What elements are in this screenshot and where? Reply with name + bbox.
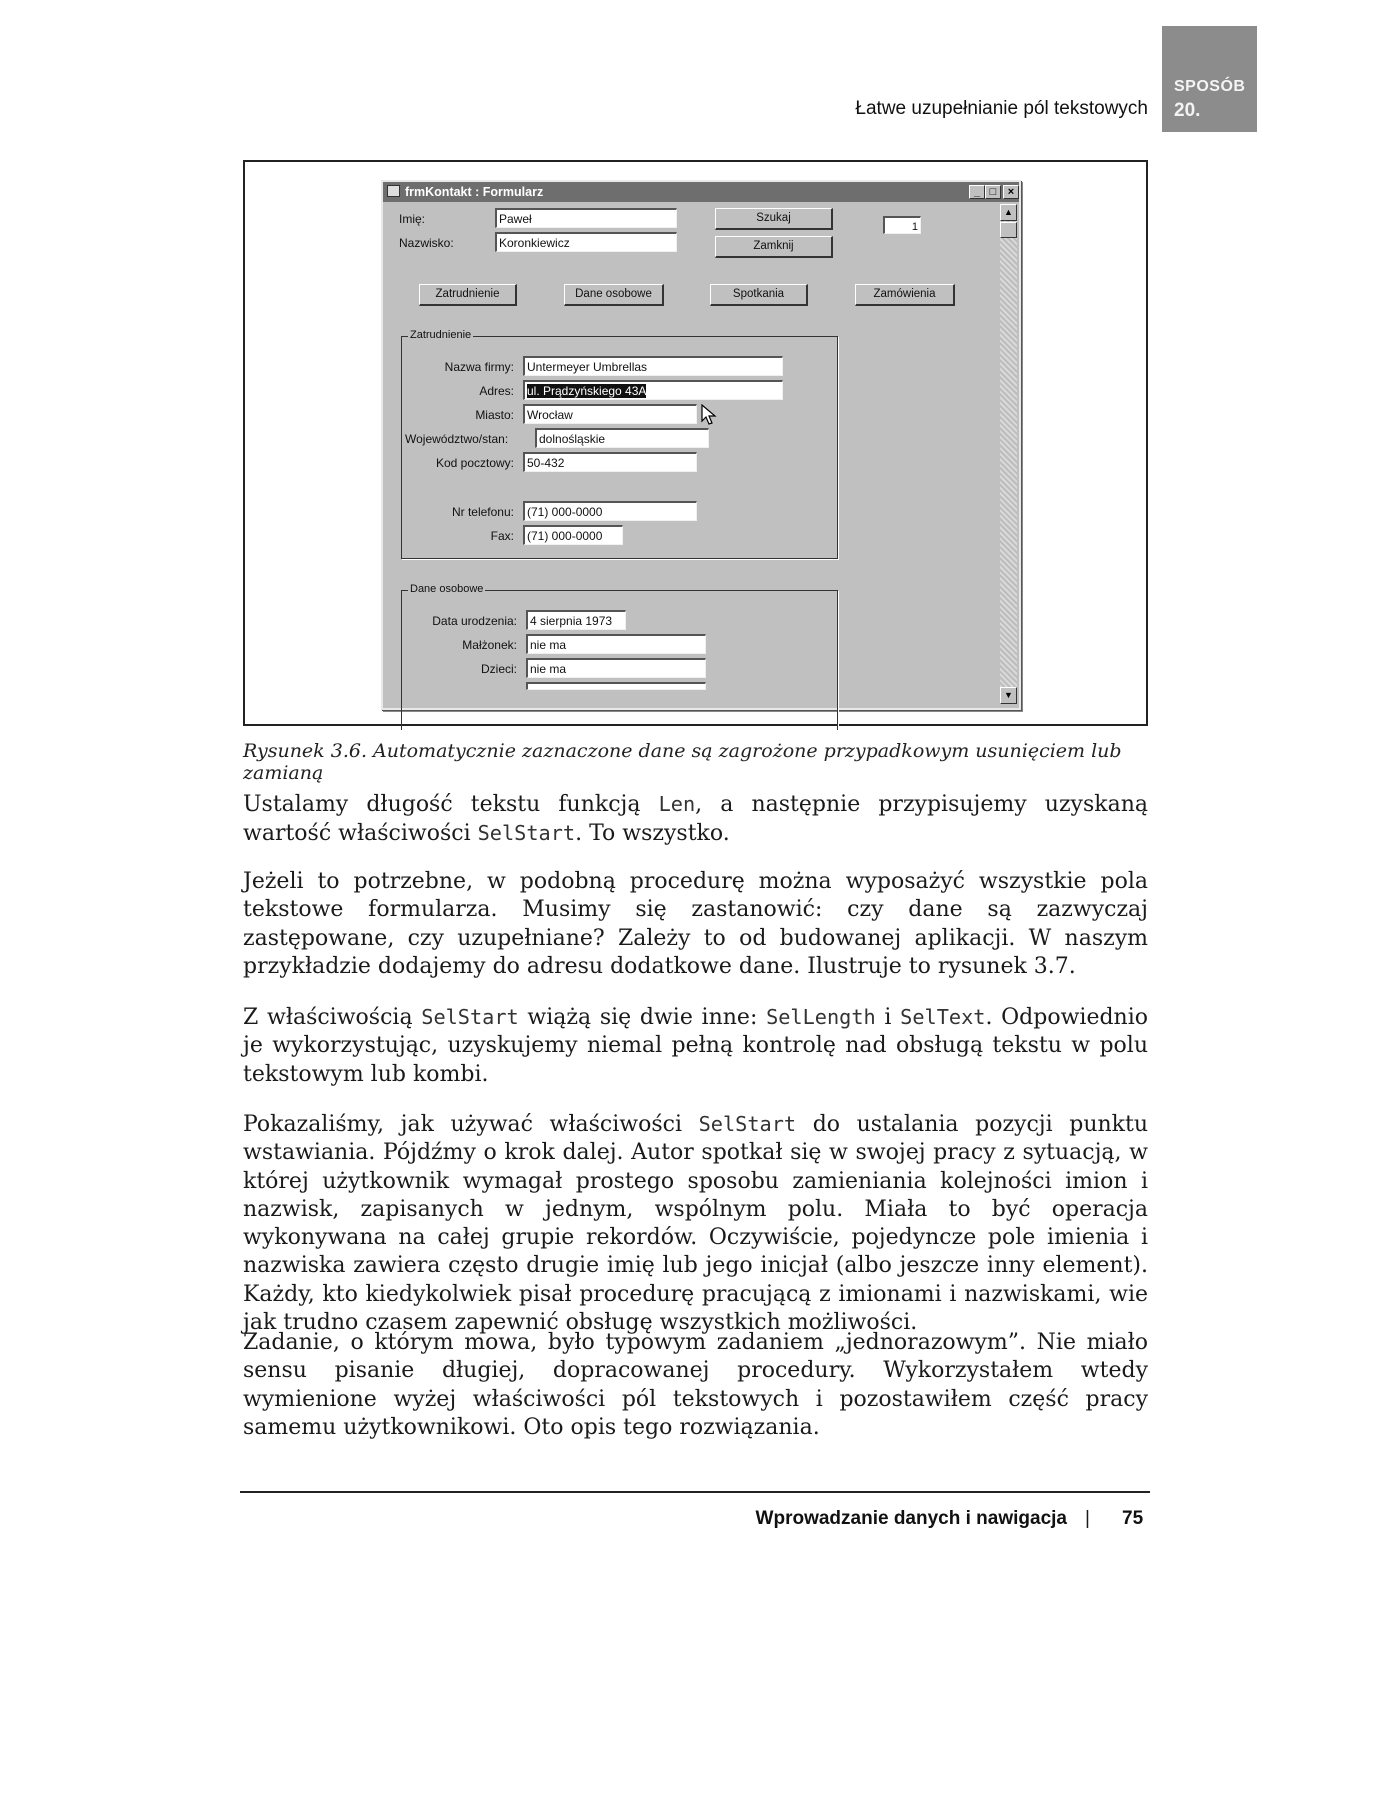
label-imie: Imię: bbox=[399, 212, 426, 226]
footer-separator: | bbox=[1085, 1508, 1090, 1529]
code-seltext: SelText bbox=[900, 1005, 986, 1029]
adres-selected-text: ul. Prądzyńskiego 43A bbox=[527, 384, 647, 398]
dzieci-field[interactable]: nie ma bbox=[526, 658, 706, 678]
p3-text-b: wiążą się dwie inne: bbox=[518, 1005, 767, 1030]
title-bar bbox=[383, 182, 1019, 202]
p1-text-c: . To wszystko. bbox=[575, 821, 730, 847]
fax-field[interactable]: (71) 000-0000 bbox=[523, 525, 623, 545]
maximize-button[interactable]: □ bbox=[985, 185, 1001, 199]
tab-label: SPOSÓB bbox=[1174, 78, 1246, 95]
telefon-field[interactable]: (71) 000-0000 bbox=[523, 501, 697, 521]
label-nazwisko: Nazwisko: bbox=[399, 236, 454, 250]
code-sellength: SelLength bbox=[766, 1005, 876, 1029]
wojewodztwo-field[interactable]: dolnośląskie bbox=[535, 428, 709, 448]
paragraph-4 bbox=[243, 1110, 1148, 1337]
tab-number: 20. bbox=[1174, 100, 1201, 121]
paragraph-5: Zadanie, o którym mowa, było typowym zadaniem „jednorazowym”. Nie miało sensu pisanie długiej, dopracowanej procedury. Wykorzystałem wtedy wymienione wyżej właściwości pól tekstowych i pozostawiłem część pracy samemu użytkownikowi. Oto opis tego rozwiązania. bbox=[243, 1330, 1148, 1440]
label-malzonek: Małżonek: bbox=[462, 638, 517, 652]
zatrudnienie-button[interactable]: Zatrudnienie bbox=[419, 284, 517, 306]
paragraph-1 bbox=[243, 790, 1148, 849]
record-number-field[interactable]: 1 bbox=[883, 216, 921, 234]
zamknij-button[interactable]: Zamknij bbox=[715, 236, 833, 258]
nazwa-firmy-field[interactable]: Untermeyer Umbrellas bbox=[523, 356, 783, 376]
zatrudnienie-group-title: Zatrudnienie bbox=[410, 329, 472, 341]
dane-osobowe-group-title: Dane osobowe bbox=[410, 583, 484, 595]
p1-text-a: Ustalamy długość tekstu funkcją bbox=[243, 792, 659, 817]
p3-text-c: i bbox=[875, 1005, 901, 1030]
dane-osobowe-button[interactable]: Dane osobowe bbox=[564, 284, 664, 306]
code-selstart: SelStart bbox=[477, 821, 576, 846]
szukaj-button[interactable]: Szukaj bbox=[715, 208, 833, 230]
footer-section-title: Wprowadzanie danych i nawigacja bbox=[755, 1508, 1067, 1529]
close-button[interactable]: × bbox=[1003, 185, 1019, 199]
p3-text-a: Z właściwością bbox=[243, 1005, 422, 1030]
form-icon bbox=[387, 185, 400, 197]
spotkania-button[interactable]: Spotkania bbox=[710, 284, 808, 306]
p1-text-b: , a następnie przypisujemy uzyskaną wartość właściwości bbox=[243, 792, 1148, 847]
p3-text-d: . Odpowiednio je wykorzystując, uzyskujemy niemal pełną kontrolę nad obsługą tekstu w polu tekstowym lub kombi. bbox=[243, 1005, 1149, 1087]
vertical-scrollbar[interactable] bbox=[1000, 204, 1017, 704]
label-kod: Kod pocztowy: bbox=[435, 456, 514, 470]
code-selstart: SelStart bbox=[698, 1112, 797, 1136]
imie-field[interactable]: Paweł bbox=[495, 208, 677, 228]
scroll-up-button[interactable]: ▲ bbox=[1000, 204, 1017, 221]
figure-frame bbox=[243, 160, 1148, 726]
paragraph-3 bbox=[243, 1003, 1148, 1089]
mouse-cursor-icon bbox=[701, 404, 717, 426]
malzonek-field[interactable]: nie ma bbox=[526, 634, 706, 654]
label-wojewodztwo: Województwo/stan: bbox=[405, 432, 509, 446]
zamowienia-button[interactable]: Zamówienia bbox=[855, 284, 955, 306]
minimize-button[interactable]: _ bbox=[969, 185, 985, 199]
label-data-urodzenia: Data urodzenia: bbox=[432, 614, 517, 628]
label-miasto: Miasto: bbox=[475, 408, 514, 422]
p4-text-a: Pokazaliśmy, jak używać właściwości bbox=[243, 1112, 699, 1137]
p4-text-b: do ustalania pozycji punktu wstawiania. Pójdźmy o krok dalej. Autor spotkał się w swojej pracy z sytuacją, w której użytkownik wymagał prostego sposobu zamieniania kolejności imion i nazwisk, zapisanych w jednym, wspólnym polu. Miała to być operacja wykonywana na całej grupie rekordów. Oczywiście, pojedyncze pole imienia i nazwiska zawiera często drugie imię lub jego inicjał (albo jeszcze inny element). Każdy, kto kiedykolwiek pisał procedurę pracującą z imionami i nazwiskami, wie jak trudno czasem zapewnić obsługę wszystkich możliwości. bbox=[243, 1112, 1149, 1336]
nazwisko-field[interactable]: Koronkiewicz bbox=[495, 232, 677, 252]
window-title: frmKontakt : Formularz bbox=[405, 185, 544, 199]
data-urodzenia-field[interactable]: 4 sierpnia 1973 bbox=[526, 610, 626, 630]
code-selstart: SelStart bbox=[421, 1005, 519, 1029]
chapter-tab bbox=[1162, 26, 1257, 132]
page-number: 75 bbox=[1122, 1508, 1144, 1529]
label-telefon: Nr telefonu: bbox=[451, 505, 514, 519]
figure-caption: Rysunek 3.6. Automatycznie zaznaczone dane są zagrożone przypadkowym usunięciem lub zamianą bbox=[243, 740, 1122, 784]
running-head: Łatwe uzupełnianie pól tekstowych bbox=[855, 98, 1148, 119]
footer-rule bbox=[240, 1491, 1150, 1493]
access-form-window bbox=[381, 180, 1021, 710]
scroll-thumb[interactable] bbox=[1000, 222, 1017, 238]
scroll-down-button[interactable]: ▼ bbox=[1000, 687, 1017, 704]
label-adres: Adres: bbox=[479, 384, 514, 398]
paragraph-2: Jeżeli to potrzebne, w podobną procedurę można wyposażyć wszystkie pola tekstowe formularza. Musimy się zastanowić: czy dane są zazwyczaj zastępowane, czy uzupełniane? Zależy to od budowanej aplikacji. W naszym przykładzie dodajemy do adresu dodatkowe dane. Ilustruje to rysunek 3.7. bbox=[243, 869, 1148, 979]
label-dzieci: Dzieci: bbox=[480, 662, 517, 676]
label-nazwa-firmy: Nazwa firmy: bbox=[444, 360, 514, 374]
miasto-field[interactable]: Wrocław bbox=[523, 404, 697, 424]
next-field-partial[interactable] bbox=[526, 682, 706, 690]
label-fax: Fax: bbox=[490, 529, 514, 543]
code-len: Len bbox=[658, 792, 696, 816]
adres-field[interactable] bbox=[523, 380, 783, 400]
kod-field[interactable]: 50-432 bbox=[523, 452, 697, 472]
